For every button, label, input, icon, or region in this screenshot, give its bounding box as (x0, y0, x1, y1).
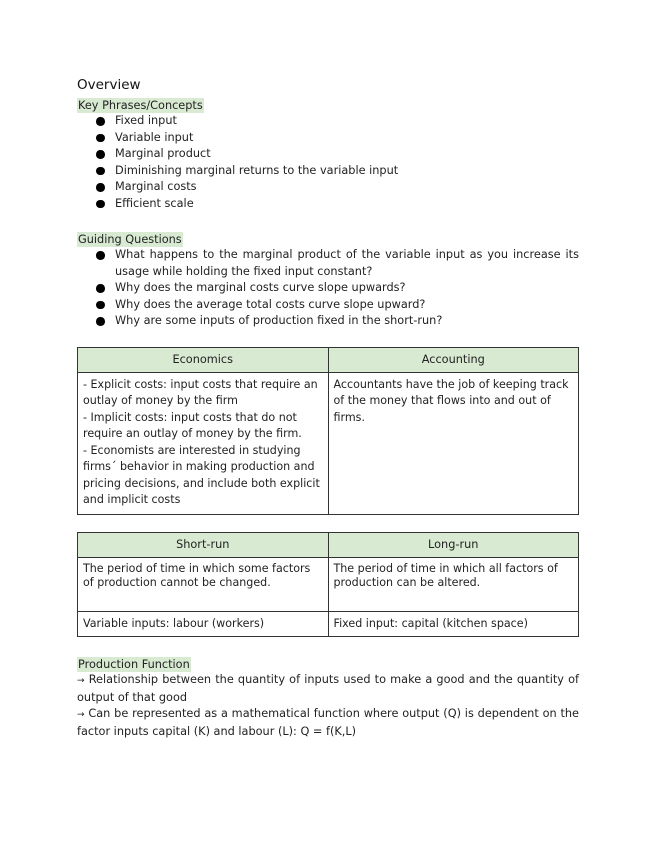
implicit-costs-text: - Implicit costs: input costs that do not require an outlay of money by the firm. (83, 410, 302, 440)
list-item: Why does the marginal costs curve slope upwards? (115, 280, 579, 297)
short-run-definition: The period of time in which some factors of production cannot be changed. (78, 557, 329, 611)
accounting-cell: Accountants have the job of keeping track of the money that flows into and out of firms. (328, 372, 579, 514)
bullet-icon (96, 183, 105, 192)
production-function-heading: Production Function (78, 658, 190, 671)
list-item: What happens to the marginal product of the variable input as you increase its usage while holding the fixed input constant? (115, 247, 579, 280)
list-item: Efficient scale (115, 196, 579, 213)
arrow-icon: → (77, 710, 85, 720)
key-phrases-heading: Key Phrases/Concepts (78, 99, 203, 112)
table-row (78, 611, 579, 637)
short-run-header: Short-run (78, 532, 329, 557)
list-item: Diminishing marginal returns to the variable input (115, 163, 579, 180)
list-item: Why does the average total costs curve slope upward? (115, 297, 579, 314)
table-row (78, 557, 579, 611)
production-formula: → Can be represented as a mathematical function where output (Q) is dependent on the factor inputs capital (K) and labour (L): Q = f(K,L) (77, 707, 579, 738)
list-item: Marginal product (115, 146, 579, 163)
list-item: Why are some inputs of production fixed in the short-run? (115, 313, 579, 330)
short-run-inputs: Variable inputs: labour (workers) (78, 611, 329, 637)
key-phrases-list (77, 113, 579, 212)
list-item: Fixed input (115, 113, 579, 130)
economics-cell (78, 372, 329, 514)
bullet-icon (96, 317, 105, 326)
guiding-questions-heading: Guiding Questions (78, 233, 182, 246)
accounting-header: Accounting (328, 347, 579, 372)
bullet-icon (96, 200, 105, 209)
bullet-icon (96, 150, 105, 159)
long-run-header: Long-run (328, 532, 579, 557)
economics-header: Economics (78, 347, 329, 372)
bullet-icon (96, 134, 105, 143)
production-definition: → Relationship between the quantity of inputs used to make a good and the quantity of output of that good (77, 673, 579, 704)
long-run-inputs: Fixed input: capital (kitchen space) (328, 611, 579, 637)
list-item: Variable input (115, 130, 579, 147)
bullet-icon (96, 301, 105, 310)
economics-accounting-table (77, 347, 579, 515)
bullet-icon (96, 251, 105, 260)
bullet-icon (96, 284, 105, 293)
economists-text: - Economists are interested in studying firms´ behavior in making production and pricing decisions, and include both explicit and implicit costs (83, 443, 320, 506)
arrow-icon: → (77, 676, 85, 686)
list-item: Marginal costs (115, 179, 579, 196)
bullet-icon (96, 167, 105, 176)
guiding-questions-list (77, 247, 579, 330)
explicit-costs-text: - Explicit costs: input costs that require an outlay of money by the firm (83, 377, 318, 407)
short-long-run-table (77, 532, 579, 638)
long-run-definition: The period of time in which all factors of production can be altered. (328, 557, 579, 611)
document-page (77, 76, 579, 740)
overview-title: Overview (77, 77, 141, 93)
bullet-icon (96, 117, 105, 126)
